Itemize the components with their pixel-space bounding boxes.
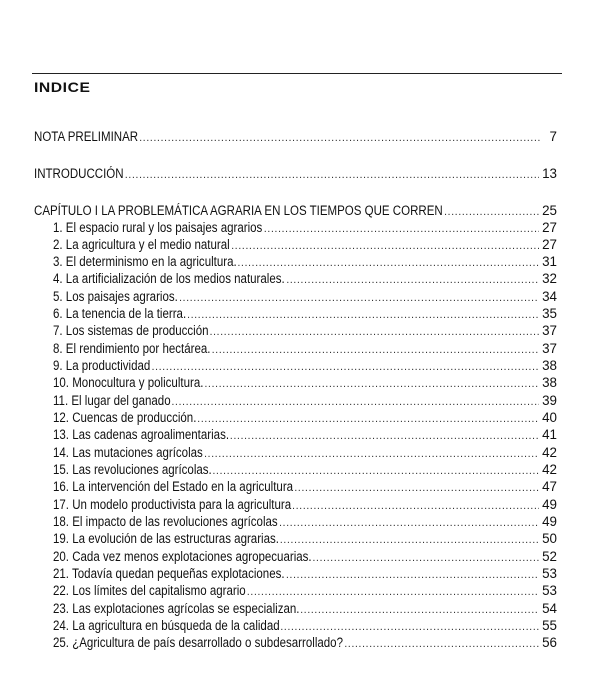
page-number: 42	[542, 461, 557, 477]
entry-title: 23. Las explotaciones agrícolas se especializan.	[53, 600, 300, 616]
page-number: 42	[542, 444, 557, 460]
toc-item	[53, 237, 557, 254]
entry-title: 13. Las cadenas agroalimentarias.	[53, 427, 230, 443]
dot-leader	[280, 532, 539, 548]
page-number: 56	[542, 635, 557, 651]
entry-title: 22. Los límites del capitalismo agrario	[53, 583, 246, 599]
entry-title: NOTA PRELIMINAR	[34, 129, 139, 144]
entry-title: 19. La evolución de las estructuras agrarias.	[53, 531, 279, 547]
page-number: 54	[542, 600, 557, 616]
dot-leader	[286, 272, 539, 288]
page-number: 37	[542, 340, 557, 356]
dot-leader	[197, 411, 539, 427]
dot-leader	[139, 130, 540, 146]
toc-item	[53, 393, 557, 410]
page-number: 25	[542, 203, 557, 218]
dot-leader	[280, 619, 539, 635]
dot-leader	[294, 480, 539, 496]
entry-title: 4. La artificialización de los medios naturales.	[53, 271, 285, 287]
dot-leader	[444, 204, 539, 220]
entry-title: 10. Monocultura y policultura.	[53, 375, 204, 391]
entry-title: 1. El espacio rural y los paisajes agrarios	[53, 219, 263, 235]
page-number: 38	[542, 358, 557, 374]
dot-leader	[171, 394, 539, 410]
page-number: 38	[542, 375, 557, 391]
dot-leader	[151, 359, 539, 375]
entry-title: 14. Las mutaciones agrícolas	[53, 444, 203, 460]
dot-leader	[292, 498, 539, 514]
dot-leader	[286, 567, 539, 583]
toc-entry	[34, 129, 557, 146]
page-number: 31	[542, 254, 557, 270]
toc-item	[53, 271, 557, 288]
dot-leader	[204, 446, 539, 462]
page-number: 53	[542, 583, 557, 599]
dot-leader	[279, 515, 539, 531]
dot-leader	[264, 221, 539, 237]
page-number: 7	[549, 129, 557, 144]
toc-item	[53, 445, 557, 462]
toc-item	[53, 583, 557, 600]
entry-title: 7. Los sistemas de producción	[53, 323, 209, 339]
entry-title: 17. Un modelo productivista para la agricultura	[53, 496, 292, 512]
toc-entry	[34, 203, 557, 220]
dot-leader	[187, 307, 539, 323]
page-number: 27	[542, 236, 557, 252]
dot-leader	[300, 602, 539, 618]
entry-title: 20. Cada vez menos explotaciones agropecuarias.	[53, 548, 312, 564]
dot-leader	[230, 428, 539, 444]
toc-item	[53, 462, 557, 479]
entry-title: 8. El rendimiento por hectárea.	[53, 340, 211, 356]
page-number: 35	[542, 306, 557, 322]
toc-item	[53, 375, 557, 392]
entry-title: 3. El determinismo en la agricultura.	[53, 254, 237, 270]
page-number: 32	[542, 271, 557, 287]
toc-item	[53, 341, 557, 358]
page-number: 52	[542, 548, 557, 564]
entry-title: 12. Cuencas de producción.	[53, 410, 197, 426]
toc-item	[53, 514, 557, 531]
page-number: 34	[542, 288, 557, 304]
toc-item	[53, 566, 557, 583]
page-number: 55	[542, 617, 557, 633]
dot-leader	[209, 324, 539, 340]
entry-title: 2. La agricultura y el medio natural	[53, 236, 230, 252]
entry-title: 21. Todavía quedan pequeñas explotaciones.	[53, 565, 285, 581]
entry-title: 24. La agricultura en búsqueda de la calidad	[53, 617, 280, 633]
toc-item	[53, 427, 557, 444]
toc-item	[53, 479, 557, 496]
dot-leader	[179, 290, 539, 306]
dot-leader	[237, 255, 539, 271]
toc-entry	[34, 166, 557, 183]
page-number: 41	[542, 427, 557, 443]
header-rule	[32, 73, 562, 74]
dot-leader	[212, 463, 539, 479]
page-title: INDICE	[34, 79, 91, 95]
page-number: 49	[542, 513, 557, 529]
toc-item	[53, 635, 557, 652]
entry-title: 11. El lugar del ganado	[53, 392, 171, 408]
dot-leader	[247, 584, 539, 600]
entry-title: 15. Las revoluciones agrícolas.	[53, 461, 212, 477]
entry-title: INTRODUCCIÓN	[34, 166, 124, 181]
entry-title: 5. Los paisajes agrarios.	[53, 288, 178, 304]
page-number: 13	[542, 166, 557, 181]
toc-item	[53, 358, 557, 375]
dot-leader	[212, 342, 540, 358]
dot-leader	[204, 376, 539, 392]
toc-item	[53, 618, 557, 635]
dot-leader	[231, 238, 539, 254]
toc-item	[53, 497, 557, 514]
toc-item	[53, 306, 557, 323]
entry-title: 25. ¿Agricultura de país desarrollado o subdesarrollado?	[53, 635, 343, 651]
page-number: 37	[542, 323, 557, 339]
entry-title: 16. La intervención del Estado en la agricultura	[53, 479, 294, 495]
page-number: 27	[542, 219, 557, 235]
entry-title: 18. El impacto de las revoluciones agrícolas	[53, 513, 278, 529]
toc-item	[53, 601, 557, 618]
toc-item	[53, 410, 557, 427]
page-number: 49	[542, 496, 557, 512]
page-number: 50	[542, 531, 557, 547]
dot-leader	[312, 550, 539, 566]
page-number: 47	[542, 479, 557, 495]
toc-item	[53, 220, 557, 237]
page-number: 40	[542, 410, 557, 426]
toc-item	[53, 323, 557, 340]
toc-item	[53, 549, 557, 566]
page-number: 53	[542, 565, 557, 581]
toc-item	[53, 254, 557, 271]
entry-title: 9. La productividad	[53, 358, 151, 374]
page-number: 39	[542, 392, 557, 408]
toc-item	[53, 289, 557, 306]
dot-leader	[125, 167, 539, 183]
entry-title: CAPÍTULO I LA PROBLEMÁTICA AGRARIA EN LOS TIEMPOS QUE CORREN	[34, 203, 443, 218]
toc-item	[53, 531, 557, 548]
entry-title: 6. La tenencia de la tierra.	[53, 306, 187, 322]
dot-leader	[344, 636, 539, 652]
